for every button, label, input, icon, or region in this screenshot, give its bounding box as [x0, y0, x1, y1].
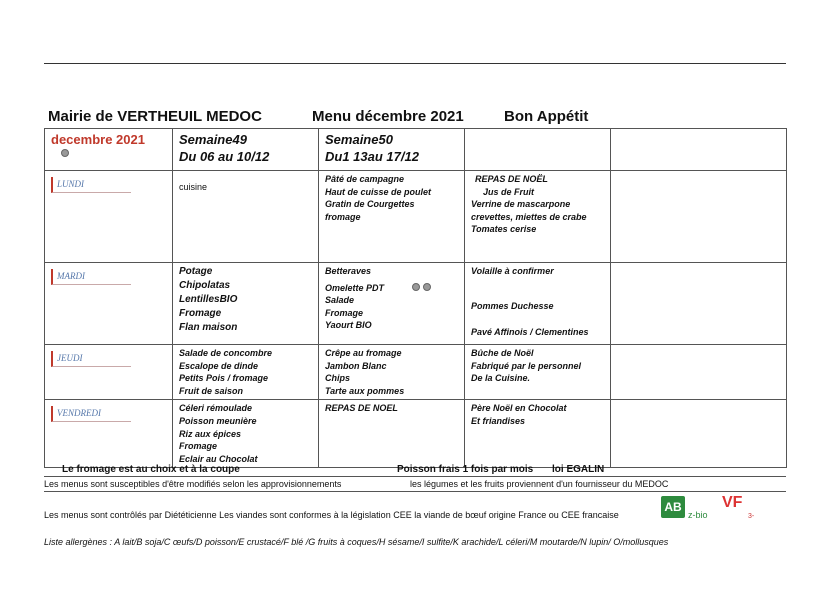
list-item: Flan maison: [179, 322, 238, 333]
list-item: Fabriqué par le personnel: [471, 360, 582, 371]
lundi-row: [45, 171, 787, 263]
empty-header: [611, 129, 787, 171]
list-item: Céleri rémoulade: [179, 403, 253, 414]
footer-divider: [44, 491, 786, 492]
list-item: Père Noël en Chocolat: [471, 403, 567, 414]
vendredi-empty: [611, 400, 787, 468]
mardi-w50: [319, 263, 465, 345]
list-item: Fromage: [179, 308, 222, 319]
menu-table: [44, 128, 787, 468]
legumes-note: les légumes et les fruits proviennent d'un fournisseur du MEDOC: [410, 479, 669, 489]
egalin-note: loi EGALIN: [552, 464, 605, 475]
mardi-w51: [465, 263, 611, 345]
week51-header: [465, 129, 611, 171]
vendredi-row: [45, 400, 787, 468]
day-label-mardi: MARDI: [51, 269, 131, 285]
vf-logo-icon: VF: [722, 494, 743, 511]
jeudi-w50: [319, 345, 465, 400]
list-item: fromage: [325, 211, 361, 222]
list-item: Haut de cuisse de poulet: [325, 186, 432, 197]
list-item: Verrine de mascarpone: [471, 199, 571, 210]
jeudi-empty: [611, 345, 787, 400]
list-item: Riz aux épices: [179, 428, 242, 439]
list-item: Volaille à confirmer: [471, 266, 554, 276]
mardi-empty: [611, 263, 787, 345]
list-item: Fromage: [325, 307, 364, 318]
footer-divider: [44, 476, 786, 477]
list-item: REPAS DE NOËL: [475, 174, 548, 184]
lundi-day-cell: [45, 171, 173, 263]
zbio-text: z-bio: [688, 510, 708, 520]
mairie-title: Mairie de VERTHEUIL MEDOC: [48, 108, 262, 125]
ab-logo-icon: AB: [661, 496, 685, 518]
list-item: Crêpe au fromage: [325, 348, 402, 358]
vendredi-day-cell: [45, 400, 173, 468]
lundi-w50: [319, 171, 465, 263]
day-label-jeudi: JEUDI: [51, 351, 131, 367]
table-header-row: [45, 129, 787, 171]
list-item: LentillesBIO: [179, 294, 238, 305]
fromage-note: Le fromage est au choix et à la coupe: [62, 464, 240, 475]
mardi-day-cell: [45, 263, 173, 345]
controle-note: Les menus sont contrôlés par Diététicienne Les viandes sont conformes à la législation CEE la viande de bœuf origine France ou CEE francaise: [44, 510, 619, 520]
list-item: Fromage: [179, 441, 218, 452]
list-item: cuisine: [179, 182, 208, 192]
list-item: Bûche de Noël: [471, 348, 534, 358]
list-item: Pâté de campagne: [325, 174, 405, 184]
vendredi-w51: [465, 400, 611, 468]
jeudi-w51: [465, 345, 611, 400]
list-item: Chipolatas: [179, 280, 231, 291]
list-item: Escalope de dinde: [179, 360, 259, 371]
list-item: Et friandises: [471, 415, 526, 426]
day-label-lundi: LUNDI: [51, 177, 131, 193]
lundi-w49: [173, 171, 319, 263]
vendredi-w50: [319, 400, 465, 468]
dot-icon: [61, 149, 69, 157]
bon-appetit: Bon Appétit: [504, 108, 589, 125]
list-item: Potage: [179, 266, 213, 277]
list-item: Yaourt BIO: [325, 320, 372, 331]
vendredi-w49: [173, 400, 319, 468]
month-label: decembre 2021: [51, 132, 145, 147]
week50-title: Semaine50: [325, 132, 393, 147]
dot-icon: [412, 283, 420, 291]
list-item: Jus de Fruit: [483, 186, 535, 197]
list-item: Tomates cerise: [471, 224, 537, 235]
list-item: Salade: [325, 295, 355, 306]
menu-title: Menu décembre 2021: [312, 108, 464, 125]
list-item: Fruit de saison: [179, 385, 244, 396]
list-item: crevettes, miettes de crabe: [471, 211, 587, 222]
list-item: Pavé Affinois / Clementines: [471, 327, 589, 338]
list-item: Tarte aux pommes: [325, 385, 405, 396]
page-mark: 3-: [748, 513, 755, 520]
dot-icon: [423, 283, 431, 291]
mardi-w49: [173, 263, 319, 345]
list-item: Eclair au Chocolat: [179, 453, 258, 464]
top-rule: [44, 63, 786, 64]
jeudi-w49: [173, 345, 319, 400]
list-item: Betteraves: [325, 266, 372, 276]
week50-dates: Du1 13au 17/12: [325, 149, 419, 164]
week50-header: [319, 129, 465, 171]
list-item: REPAS DE NOEL: [325, 403, 398, 414]
week49-header: [173, 129, 319, 171]
poisson-note: Poisson frais 1 fois par mois: [397, 464, 534, 475]
lundi-w51: [465, 171, 611, 263]
list-item: Gratin de Courgettes: [325, 199, 415, 210]
list-item: Poisson meunière: [179, 415, 257, 426]
list-item: Salade de concombre: [179, 348, 273, 358]
week49-title: Semaine49: [179, 132, 247, 147]
list-item: Pommes Duchesse: [471, 300, 554, 311]
jeudi-row: [45, 345, 787, 400]
list-item: De la Cuisine.: [471, 373, 531, 384]
mardi-row: [45, 263, 787, 345]
list-item: Jambon Blanc: [325, 360, 387, 371]
list-item: Omelette PDT: [325, 282, 458, 295]
month-cell: [45, 129, 173, 171]
jeudi-day-cell: [45, 345, 173, 400]
week49-dates: Du 06 au 10/12: [179, 149, 270, 164]
lundi-empty: [611, 171, 787, 263]
allergenes-list: Liste allergènes : A lait/B soja/C œufs/D poisson/E crustacé/F blé /G fruits à coques/H sésame/I sulfite/K arachide/L céleri/M moutarde/N lupin/ O/mollusques: [44, 537, 669, 547]
list-item: Chips: [325, 373, 351, 384]
list-item: Petits Pois / fromage: [179, 373, 269, 384]
day-label-vendredi: VENDREDI: [51, 406, 131, 422]
menus-modif-note: Les menus sont susceptibles d'être modifiés selon les approvisionnements: [44, 479, 342, 489]
